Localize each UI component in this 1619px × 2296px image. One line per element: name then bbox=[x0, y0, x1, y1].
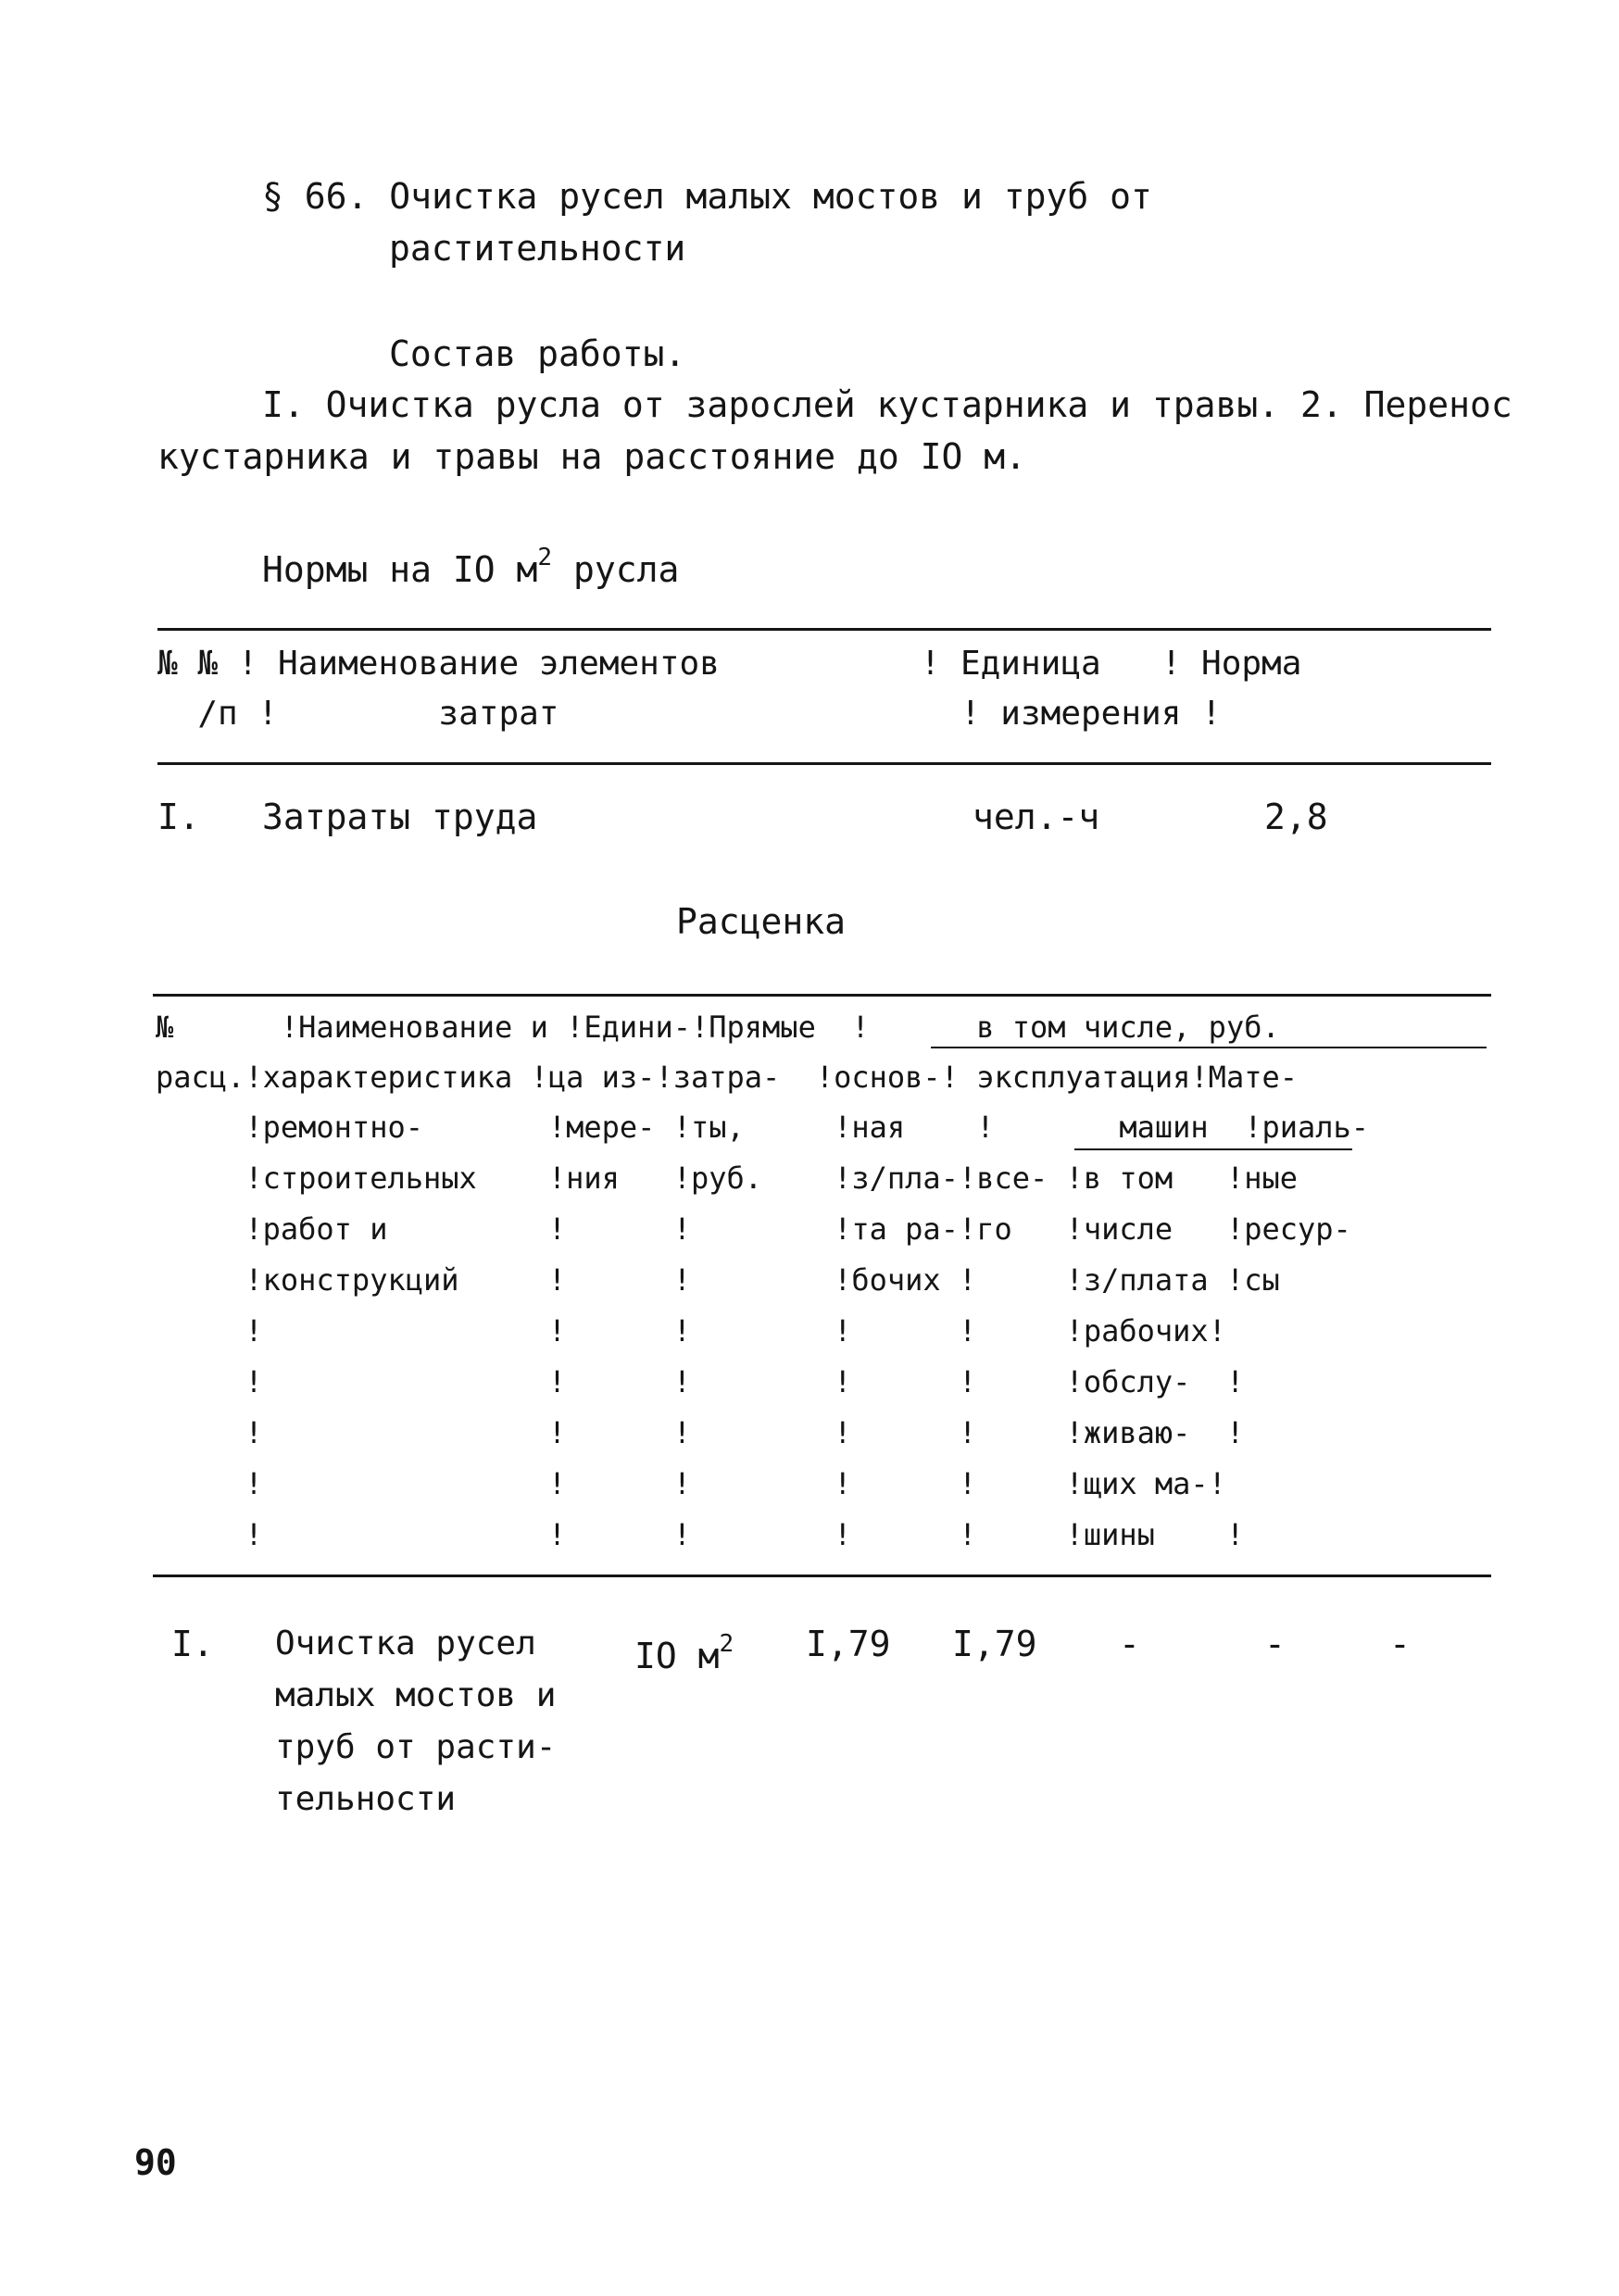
rates-header-line: !строительных !ния !руб. !з/пла-!все- !в том !ные bbox=[156, 1161, 1298, 1196]
work-line2: кустарника и травы на расстояние до IO м. bbox=[157, 436, 1026, 477]
rates-row-name-line: труб от расти- bbox=[275, 1728, 557, 1766]
rates-header-line: расц.!характеристика !ца из-!затра- !основ-! эксплуатация!Мате- bbox=[156, 1060, 1298, 1095]
rates-row-unit: IO $м^2$ bbox=[634, 1630, 734, 1676]
rates-header-line: ! ! ! ! ! !рабочих! bbox=[156, 1313, 1226, 1349]
norms-caption: Нормы на IO $м^2$ русла bbox=[262, 544, 680, 590]
rates-row-materials: - bbox=[1389, 1624, 1411, 1664]
norm-table-header-rule bbox=[157, 762, 1491, 765]
norm-table-header-row1: № № ! Наименование элементов ! Единица ! Норма bbox=[157, 645, 1302, 683]
norm-table-header-row2: /п ! затрат ! измерения ! bbox=[157, 695, 1222, 733]
rates-header-line: ! ! ! ! ! !щих ма-! bbox=[156, 1466, 1226, 1501]
rates-heading: Расценка bbox=[676, 901, 847, 942]
rates-row-name-line: тельности bbox=[275, 1780, 457, 1818]
norm-row-unit: чел.-ч bbox=[973, 797, 1100, 837]
rates-row-name-line: Очистка русел bbox=[275, 1625, 536, 1662]
rates-machines-rule bbox=[1074, 1148, 1352, 1150]
rates-row-wage: I,79 bbox=[952, 1624, 1037, 1664]
page-number: 90 bbox=[134, 2142, 177, 2183]
norm-row-value: 2,8 bbox=[1264, 797, 1328, 837]
rates-row-direct: I,79 bbox=[806, 1624, 891, 1664]
rates-row-num: I. bbox=[171, 1624, 214, 1664]
rates-header-line: ! ! ! ! ! !шины ! bbox=[156, 1517, 1245, 1552]
rates-header-line: !работ и ! ! !та ра-!го !числе !ресур- bbox=[156, 1211, 1351, 1247]
rates-row-machine-wage: - bbox=[1264, 1624, 1286, 1664]
rates-header-line: ! ! ! ! ! !живаю- ! bbox=[156, 1415, 1245, 1450]
norm-row-name: Затраты труда bbox=[262, 797, 538, 837]
rates-header-line: № !Наименование и !Едини-!Прямые ! в том числе, руб. bbox=[156, 1010, 1280, 1045]
rates-header-line: ! ! ! ! ! !обслу- ! bbox=[156, 1364, 1245, 1399]
rates-header-line: !ремонтно- !мере- !ты, !ная ! машин !риаль- bbox=[156, 1110, 1370, 1145]
work-heading: Состав работы. bbox=[389, 333, 686, 374]
rates-table-top-rule bbox=[153, 994, 1491, 997]
rates-subheader-rule bbox=[931, 1047, 1487, 1048]
rates-table-header-rule bbox=[153, 1575, 1491, 1577]
rates-header-line: !конструкций ! ! !бочих ! !з/плата !сы bbox=[156, 1262, 1280, 1298]
norm-table-top-rule bbox=[157, 628, 1491, 631]
section-title-line2: растительности bbox=[389, 228, 686, 269]
section-title-line1: § 66. Очистка русел малых мостов и труб от bbox=[262, 176, 1152, 217]
work-line1: I. Очистка русла от зарослей кустарника и травы. 2. Перенос bbox=[262, 384, 1512, 425]
rates-row-machine-total: - bbox=[1119, 1624, 1140, 1664]
rates-row-name-line: малых мостов и bbox=[275, 1676, 557, 1714]
norm-row-num: I. bbox=[157, 797, 200, 837]
